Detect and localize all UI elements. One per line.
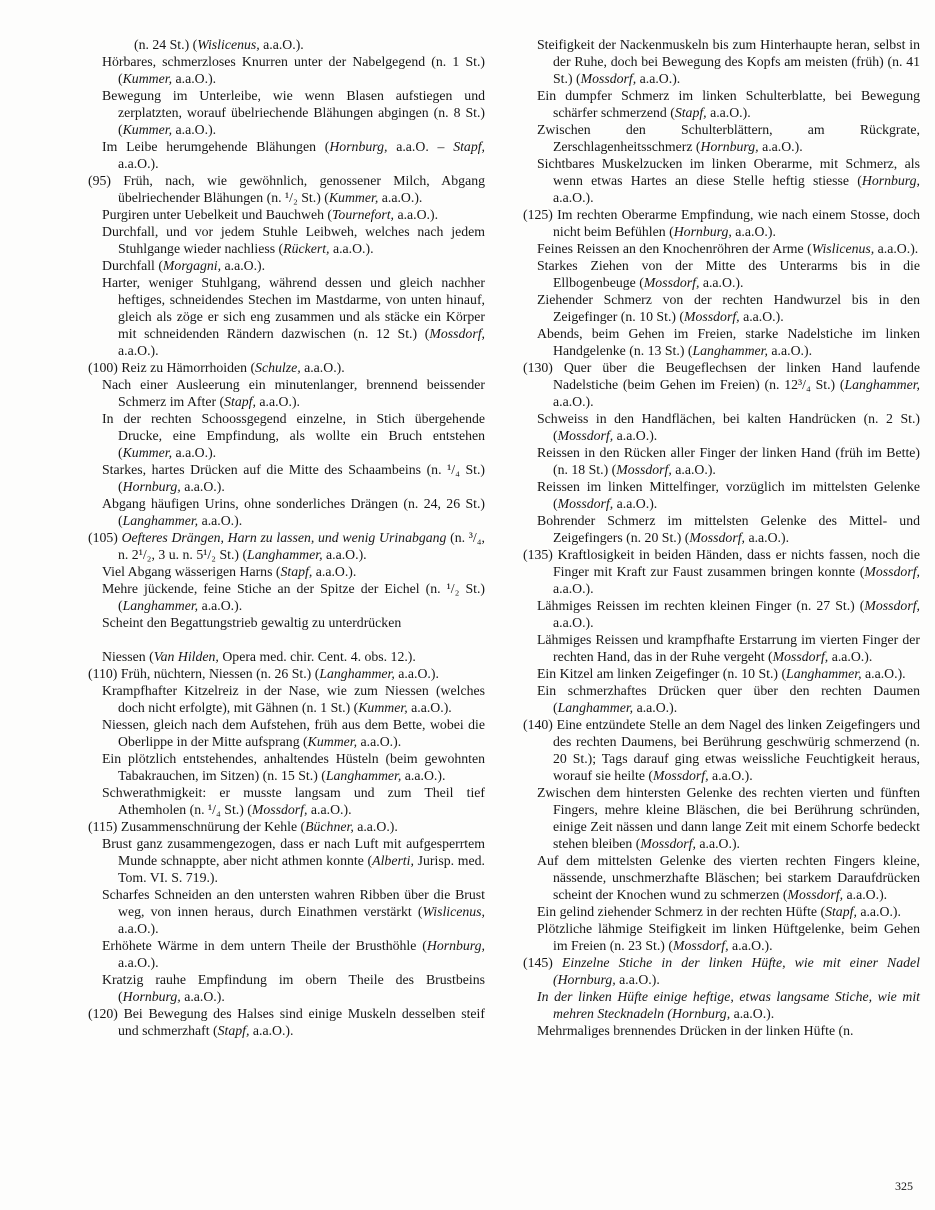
italic-text: Langhammer, xyxy=(247,547,323,562)
symptom-entry xyxy=(523,87,920,121)
italic-text: Büchner, xyxy=(305,819,354,834)
italic-text: Tournefort, xyxy=(332,207,394,222)
entry-text: Mehre jückende, feine Stiche an der Spitze der Eichel (n. ¹/₂ St.) ( xyxy=(102,581,485,613)
entry-text: Kratzig rauhe Empfindung im obern Theile des Brustbeins ( xyxy=(102,972,485,1004)
left-column xyxy=(88,36,485,1039)
entry-text: Schweiss in den Handflächen, bei kalten Handrücken (n. 2 St.) ( xyxy=(537,411,920,443)
entry-text: (135) Kraftlosigkeit in beiden Händen, dass er nichts fassen, noch die Finger mit Kraft zur Faust zusammen bringen konnte ( xyxy=(523,547,920,579)
entry-text: a.a.O.). xyxy=(633,700,678,715)
entry-text: Ziehender Schmerz von der rechten Handwurzel bis in den Zeigefinger (n. 10 St.) ( xyxy=(537,292,920,324)
symptom-entry xyxy=(88,682,485,716)
symptom-entry xyxy=(523,36,920,87)
symptom-entry xyxy=(523,597,920,631)
italic-text: Kummer, xyxy=(122,122,173,137)
entry-text: a.a.O.). xyxy=(758,139,803,154)
italic-text: Mossdorf, xyxy=(643,275,700,290)
italic-text: Mossdorf, xyxy=(640,836,696,851)
entry-text: Auf dem mittelsten Gelenke des vierten rechten Fingers kleine, nässende, unschmerzhafte Bläschen; bei starkem Daraufdrücken scheint der Knochen wund zu schmerzen ( xyxy=(537,853,920,902)
entry-text: a.a.O.). xyxy=(745,530,790,545)
entry-text: Mehrmaliges brennendes Drücken in der linken Hüfte (n. xyxy=(537,1023,854,1038)
symptom-entry xyxy=(523,206,920,240)
entry-text: a.a.O.). xyxy=(553,581,594,596)
entry-text: Bohrender Schmerz im mittelsten Gelenke des Mittel- und Zeigefingers (n. 20 St.) ( xyxy=(537,513,920,545)
symptom-entry xyxy=(88,53,485,87)
italic-text: Schulze, xyxy=(255,360,301,375)
entry-text: Steifigkeit der Nackenmuskeln bis zum Hinterhaupte heran, selbst in der Ruhe, doch bei Bewegung des Kopfs am meisten (früh) (n. 41 St.) ( xyxy=(537,37,920,86)
symptom-entry xyxy=(523,903,920,920)
entry-text: a.a.O.). xyxy=(180,479,225,494)
italic-text: Rückert, xyxy=(283,241,330,256)
entry-text: a.a.O.). xyxy=(739,309,784,324)
entry-text: Sichtbares Muskelzucken im linken Oberarme, mit Schmerz, als wenn etwas Hartes an diese Stelle heftig stiesse ( xyxy=(537,156,920,188)
symptom-entry xyxy=(523,410,920,444)
entry-text: (105) xyxy=(88,530,122,545)
entry-text: Plötzliche lähmige Steifigkeit im linken Hüftgelenke, beim Gehen im Freien (n. 23 St.) ( xyxy=(537,921,920,953)
entry-text: Hörbares, schmerzloses Knurren unter der Nabelgegend (n. 1 St.) ( xyxy=(102,54,485,86)
symptom-entry xyxy=(88,886,485,937)
italic-text: Stapf, xyxy=(453,139,485,154)
entry-text: Niessen ( xyxy=(102,649,154,664)
symptom-entry xyxy=(88,937,485,971)
entry-text: a.a.O.). xyxy=(731,224,776,239)
italic-text: Kummer, xyxy=(122,445,173,460)
symptom-entry xyxy=(88,274,485,359)
italic-text: Wislicenus, xyxy=(197,37,260,52)
entry-text: (115) Zusammenschnürung der Kehle ( xyxy=(88,819,306,834)
symptom-entry xyxy=(523,257,920,291)
entry-text: Ein dumpfer Schmerz im linken Schulterblatte, bei Bewegung schärfer schmerzend ( xyxy=(537,88,920,120)
italic-text: Oefteres Drängen, Harn zu lassen, und wenig Urinabgang xyxy=(121,530,447,545)
symptom-entry xyxy=(88,410,485,461)
symptom-entry xyxy=(88,784,485,818)
entry-text: a.a.O.). xyxy=(180,989,225,1004)
entry-text: a.a.O.). xyxy=(259,37,304,52)
symptom-entry xyxy=(523,988,920,1022)
symptom-entry xyxy=(523,954,920,988)
symptom-entry xyxy=(523,852,920,903)
entry-text: a.a.O.). xyxy=(118,156,159,171)
entry-text: (130) Quer über die Beugeflechsen der linken Hand laufende Nadelstiche (beim Gehen im Freien) (n. 12³/₄ St.) ( xyxy=(523,360,920,392)
entry-text: a.a.O.). xyxy=(198,513,243,528)
symptom-entry xyxy=(523,291,920,325)
entry-text: Ein gelind ziehender Schmerz in der rechten Hüfte ( xyxy=(537,904,826,919)
italic-text: Mossdorf, xyxy=(653,768,709,783)
entry-text: a.a.O.). xyxy=(843,887,888,902)
symptom-entry xyxy=(88,648,485,665)
entry-text: a.a.O.). xyxy=(378,190,423,205)
entry-text: a.a.O.). xyxy=(615,972,660,987)
symptom-entry xyxy=(88,359,485,376)
symptom-entry xyxy=(88,138,485,172)
symptom-entry xyxy=(88,563,485,580)
entry-text: (110) Früh, nüchtern, Niessen (n. 26 St.) ( xyxy=(88,666,320,681)
entry-text: a.a.O.). xyxy=(553,615,594,630)
entry-text: a.a.O.). xyxy=(613,496,658,511)
italic-text: In der linken Hüfte einige heftige, etwas langsame Stiche, wie mit mehren Stecknadeln (Hornburg, xyxy=(537,989,920,1021)
italic-text: Stapf, xyxy=(217,1023,250,1038)
symptom-entry xyxy=(523,631,920,665)
entry-text: Abgang häufigen Urins, ohne sonderliches Drängen (n. 24, 26 St.) ( xyxy=(102,496,485,528)
entry-text: a.a.O.). xyxy=(357,734,402,749)
entry-text: a.a.O.). xyxy=(730,1006,775,1021)
entry-text: a.a.O.). xyxy=(695,836,741,851)
entry-text: a.a.O.). xyxy=(322,547,367,562)
entry-text: Abends, beim Gehen im Freien, starke Nadelstiche im linken Handgelenke (n. 13 St.) ( xyxy=(537,326,920,358)
entry-text: a.a.O.). xyxy=(828,649,873,664)
symptom-entry xyxy=(88,206,485,223)
entry-text: a.a.O.). xyxy=(353,819,398,834)
symptom-entry xyxy=(88,87,485,138)
symptom-entry xyxy=(523,444,920,478)
entry-text: a.a.O.). xyxy=(394,207,439,222)
entry-text: Erhöhete Wärme in dem untern Theile der Brusthöhle ( xyxy=(102,938,427,953)
italic-text: Mossdorf, xyxy=(684,309,740,324)
italic-text: Langhammer, xyxy=(122,513,199,528)
entry-text: a.a.O.). xyxy=(636,71,681,86)
entry-text: Durchfall, und vor jedem Stuhle Leibweh, welches nach jedem Stuhlgange wieder nachliess ( xyxy=(102,224,485,256)
italic-text: Mossdorf, xyxy=(864,598,920,613)
entry-text: Scheint den Begattungstrieb gewaltig zu unterdrücken xyxy=(102,615,402,630)
entry-text: a.a.O.). xyxy=(708,768,753,783)
italic-text: Langhammer, xyxy=(557,700,634,715)
entry-text: a.a.O.). xyxy=(312,564,357,579)
entry-text: a.a.O.). xyxy=(118,921,159,936)
symptom-entry xyxy=(523,920,920,954)
entry-text: a.a.O.). xyxy=(856,904,901,919)
entry-text: a.a.O. – xyxy=(387,139,454,154)
entry-text: (n. ³/₄, n. 2¹/₂, 3 u. n. 5¹/₂ St.) ( xyxy=(118,530,485,562)
entry-text: a.a.O.). xyxy=(706,105,751,120)
symptom-entry xyxy=(88,818,485,835)
entry-text: In der rechten Schoossgegend einzelne, in Stich übergehende Drucke, eine Empfindung, als wollte ein Bruch entstehen ( xyxy=(102,411,485,460)
entry-text: Starkes Ziehen von der Mitte des Unterarms bis in die Ellbogenbeuge ( xyxy=(537,258,920,290)
entry-text: Purgiren unter Uebelkeit und Bauchweh ( xyxy=(102,207,333,222)
symptom-entry xyxy=(523,665,920,682)
entry-text: Zwischen den Schulterblättern, am Rückgrate, Zerschlagenheitsschmerz ( xyxy=(537,122,920,154)
italic-text: Hornburg, xyxy=(673,224,732,239)
symptom-entry xyxy=(88,376,485,410)
entry-text: (95) Früh, nach, wie gewöhnlich, genossener Milch, Abgang übelriechender Blähungen (n. ¹/₂ St.) ( xyxy=(88,173,485,205)
symptom-entry xyxy=(88,172,485,206)
entry-text: a.a.O.). xyxy=(118,343,159,358)
entry-text: Schwerathmigkeit: er musste langsam und zum Theil tief Athemholen (n. ¹/₄ St.) ( xyxy=(102,785,485,817)
symptom-entry xyxy=(88,971,485,1005)
italic-text: Kummer, xyxy=(307,734,358,749)
italic-text: Mossdorf, xyxy=(251,802,308,817)
entry-text: Viel Abgang wässerigen Harns ( xyxy=(102,564,281,579)
italic-text: Hornburg, xyxy=(861,173,920,188)
entry-text: a.a.O.). xyxy=(874,241,919,256)
entry-text: Feines Reissen an den Knochenröhren der Arme ( xyxy=(537,241,812,256)
entry-text: Starkes, hartes Drücken auf die Mitte des Schaambeins (n. ¹/₄ St.) ( xyxy=(102,462,485,494)
text-columns xyxy=(88,36,920,1039)
symptom-entry xyxy=(523,121,920,155)
entry-text: a.a.O.). xyxy=(553,190,594,205)
entry-text: Ein Kitzel am linken Zeigefinger (n. 10 St.) ( xyxy=(537,666,787,681)
italic-text: Kummer, xyxy=(122,71,173,86)
entry-text: a.a.O.). xyxy=(767,343,813,358)
symptom-entry xyxy=(523,716,920,784)
italic-text: Langhammer, xyxy=(122,598,199,613)
entry-text: (145) xyxy=(523,955,562,970)
italic-text: Mossdorf, xyxy=(772,649,829,664)
italic-text: Mossdorf, xyxy=(616,462,672,477)
symptom-entry xyxy=(88,665,485,682)
entry-text: Reissen im linken Mittelfinger, vorzüglich im mittelsten Gelenke ( xyxy=(537,479,920,511)
symptom-entry xyxy=(88,835,485,886)
italic-text: Hornburg, xyxy=(122,989,181,1004)
entry-text: Bewegung im Unterleibe, wie wenn Blasen aufstiegen und zerplatzten, worauf übelriechende Blähungen abgingen (n. 8 St.) ( xyxy=(102,88,485,137)
symptom-entry xyxy=(523,1022,920,1039)
italic-text: Langhammer, xyxy=(786,666,862,681)
entry-text: a.a.O.). xyxy=(172,122,217,137)
symptom-entry xyxy=(523,784,920,852)
entry-text: Krampfhafter Kitzelreiz in der Nase, wie zum Niessen (welches doch nicht erfolgte), mit Gähnen (n. 1 St.) ( xyxy=(102,683,485,715)
italic-text: Stapf, xyxy=(674,105,707,120)
entry-text: a.a.O.). xyxy=(307,802,352,817)
italic-text: Hornburg, xyxy=(329,139,388,154)
entry-text: Opera med. chir. Cent. 4. obs. 12.). xyxy=(218,649,416,664)
entry-text: a.a.O.). xyxy=(613,428,658,443)
italic-text: Stapf, xyxy=(224,394,256,409)
symptom-entry xyxy=(523,478,920,512)
symptom-entry xyxy=(88,1005,485,1039)
page-number: 325 xyxy=(895,1179,913,1193)
symptom-entry xyxy=(88,223,485,257)
entry-text: Niessen, gleich nach dem Aufstehen, früh aus dem Bette, wobei die Oberlippe in der Mitte aufsprang ( xyxy=(102,717,485,749)
entry-text: a.a.O.). xyxy=(671,462,716,477)
entry-text: a.a.O.). xyxy=(172,71,217,86)
entry-text: a.a.O.). xyxy=(300,360,345,375)
italic-text: Langhammer, xyxy=(319,666,395,681)
italic-text: Alberti, xyxy=(372,853,414,868)
italic-text: Stapf, xyxy=(280,564,313,579)
italic-text: Hornburg, xyxy=(122,479,181,494)
italic-text: Mossdorf, xyxy=(580,71,637,86)
entry-text: (n. 24 St.) ( xyxy=(134,37,198,52)
symptom-entry xyxy=(523,155,920,206)
italic-text: Mossdorf, xyxy=(557,428,614,443)
symptom-entry xyxy=(523,325,920,359)
italic-text: Mossdorf, xyxy=(689,530,745,545)
entry-text: a.a.O.). xyxy=(329,241,374,256)
symptom-entry xyxy=(88,614,485,631)
symptom-entry xyxy=(88,257,485,274)
italic-text: Langhammer, xyxy=(692,343,768,358)
entry-text: Nach einer Ausleerung ein minutenlanger, brennend beissender Schmerz im After ( xyxy=(102,377,485,409)
entry-text: a.a.O.). xyxy=(172,445,217,460)
entry-text: Ein plötzlich entstehendes, anhaltendes Hüsteln (beim gewohnten Tabakrauchen, im Sitzen) (n. 15 St.) ( xyxy=(102,751,485,783)
entry-text: a.a.O.). xyxy=(699,275,744,290)
symptom-entry xyxy=(88,461,485,495)
entry-text: (140) Eine entzündete Stelle an dem Nagel des linken Zeigefingers und des rechten Daumens, bei Berührung geschwürig schmerzend (n. 20 St.); Tags darauf ging etwas weissliche Feuchtigkeit heraus, worauf sie heilte ( xyxy=(523,717,920,783)
entry-text: a.a.O.). xyxy=(394,666,439,681)
italic-text: Van Hilden, xyxy=(153,649,219,664)
entry-text: a.a.O.). xyxy=(728,938,773,953)
symptom-entry xyxy=(523,546,920,597)
entry-text: Durchfall ( xyxy=(102,258,163,273)
italic-text: Wislicenus, xyxy=(422,904,485,919)
italic-text: Mossdorf, xyxy=(672,938,729,953)
italic-text: Langhammer, xyxy=(325,768,402,783)
italic-text: Mossdorf, xyxy=(787,887,844,902)
entry-text: Im Leibe herumgehende Blähungen ( xyxy=(102,139,330,154)
entry-text: Scharfes Schneiden an den untersten wahren Ribben über die Brust weg, von innen heraus, durch Einathmen verstärkt ( xyxy=(102,887,485,919)
italic-text: Morgagni, xyxy=(162,258,222,273)
entry-text: Reissen in den Rücken aller Finger der linken Hand (früh im Bette) (n. 18 St.) ( xyxy=(537,445,920,477)
italic-text: Wislicenus, xyxy=(811,241,875,256)
entry-text: a.a.O.). xyxy=(401,768,446,783)
italic-text: Einzelne Stiche in der linken Hüfte, wie mit einer Nadel (Hornburg, xyxy=(553,955,920,987)
entry-text: Ein schmerzhaftes Drücken quer über den rechten Daumen ( xyxy=(537,683,920,715)
symptom-entry xyxy=(523,240,920,257)
italic-text: Kummer, xyxy=(358,700,408,715)
italic-text: Langhammer, xyxy=(844,377,920,392)
entry-text: a.a.O.). xyxy=(118,955,159,970)
symptom-entry xyxy=(523,682,920,716)
entry-text: (120) Bei Bewegung des Halses sind einige Muskeln desselben steif und schmerzhaft ( xyxy=(88,1006,485,1038)
entry-text: a.a.O.). xyxy=(861,666,906,681)
symptom-entry xyxy=(88,580,485,614)
italic-text: Mossdorf, xyxy=(557,496,614,511)
entry-text: a.a.O.). xyxy=(407,700,452,715)
entry-text: Lähmiges Reissen und krampfhafte Erstarrung im vierten Finger der rechten Hand, das in der Ruhe vergeht ( xyxy=(537,632,920,664)
entry-text: a.a.O.). xyxy=(255,394,300,409)
symptom-entry xyxy=(88,716,485,750)
entry-text: (125) Im rechten Oberarme Empfindung, wie nach einem Stosse, doch nicht beim Befühlen ( xyxy=(523,207,920,239)
symptom-entry xyxy=(523,512,920,546)
italic-text: Mossdorf, xyxy=(864,564,920,579)
italic-text: Hornburg, xyxy=(426,938,485,953)
symptom-entry xyxy=(88,495,485,529)
symptom-entry xyxy=(523,359,920,410)
italic-text: Stapf, xyxy=(825,904,857,919)
entry-text: (100) Reiz zu Hämorrhoiden ( xyxy=(88,360,256,375)
symptom-entry xyxy=(88,750,485,784)
entry-text: a.a.O.). xyxy=(221,258,266,273)
right-column xyxy=(523,36,920,1039)
italic-text: Mossdorf, xyxy=(429,326,485,341)
entry-text: Jurisp. med. Tom. VI. S. 719.). xyxy=(118,853,486,885)
entry-text: Lähmiges Reissen im rechten kleinen Finger (n. 27 St.) ( xyxy=(537,598,865,613)
entry-text: a.a.O.). xyxy=(249,1023,294,1038)
symptom-entry xyxy=(88,529,485,563)
symptom-entry xyxy=(88,36,485,53)
entry-text: a.a.O.). xyxy=(553,394,594,409)
entry-text: a.a.O.). xyxy=(198,598,243,613)
entry-text: Harter, weniger Stuhlgang, während dessen und gleich nachher heftiges, schneidendes Stechen im Mastdarme, von unten hinauf, gleich als zöge er sich eng zusammen und als stäcke ein Körper mit schneidenden Rändern dazwischen (n. 12 St.) ( xyxy=(102,275,485,341)
italic-text: Kummer, xyxy=(328,190,379,205)
entry-text: Zwischen dem hintersten Gelenke des rechten vierten und fünften Fingers, mehre kleine Bläschen, die bei Berührung schründen, einige Zeit nässen und dann lange Zeit mit einem Schorfe bedeckt stehen bleiben ( xyxy=(537,785,920,851)
entry-text: Brust ganz zusammengezogen, dass er nach Luft mit aufgesperrtem Munde schnappte, aber nicht athmen konnte ( xyxy=(102,836,485,868)
italic-text: Hornburg, xyxy=(700,139,759,154)
